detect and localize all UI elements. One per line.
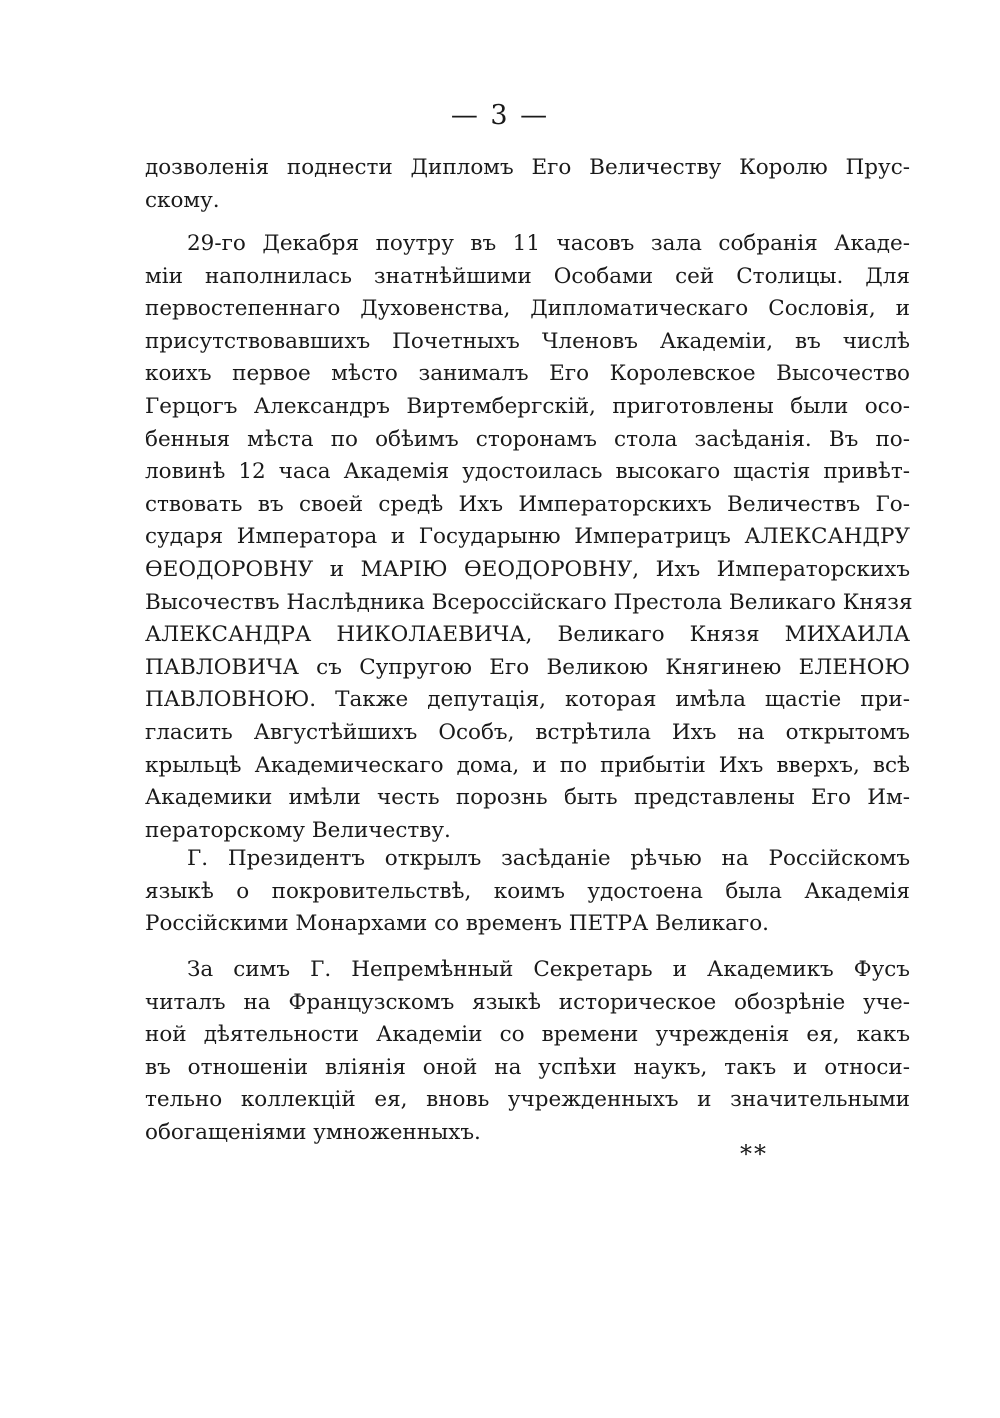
text-line: Высочествъ Наслѣдника Всероссійскаго Престола Великаго Князя bbox=[145, 589, 913, 615]
text-line: крыльцѣ Академическаго дома, и по прибытіи Ихъ вверхъ, всѣ bbox=[145, 752, 910, 778]
text-line: ПАВЛОВНОЮ. Также депутація, которая имѣла щастіе при- bbox=[145, 687, 910, 713]
paragraph-4 bbox=[145, 954, 910, 1150]
text-line: дозволенія поднести Дипломъ Его Величеству Королю Прус- bbox=[145, 155, 910, 180]
text-line: первостепеннаго Духовенства, Дипломатическаго Сословія, и bbox=[145, 296, 910, 322]
text-line: скому. bbox=[145, 187, 220, 213]
paragraph-1 bbox=[145, 152, 910, 217]
text-line: За симъ Г. Непремѣнный Секретарь и Академикъ Фусъ bbox=[187, 957, 910, 982]
text-line: ѲЕОДОРОВНУ и МАРІЮ ѲЕОДОРОВНУ, Ихъ Императорскихъ bbox=[145, 556, 910, 582]
text-line: сударя Императора и Государыню Императрицъ АЛЕКСАНДРУ bbox=[145, 524, 910, 550]
paragraph-3 bbox=[145, 843, 910, 941]
text-line: Россійскими Монархами со временъ ПЕТРА Великаго. bbox=[145, 911, 769, 937]
paragraph-2 bbox=[145, 228, 913, 847]
text-line: ПАВЛОВИЧА съ Супругою Его Великою Княгинею ЕЛЕНОЮ bbox=[145, 654, 910, 680]
text-line: тельно коллекцій ея, вновь учрежденныхъ и значительными bbox=[145, 1087, 910, 1113]
text-line: ловинѣ 12 часа Академія удостоилась высокаго щастія привѣт- bbox=[145, 459, 910, 485]
signature-mark: ** bbox=[740, 1140, 768, 1168]
text-line: ствовать въ своей средѣ Ихъ Императорскихъ Величествъ Го- bbox=[145, 491, 910, 517]
text-line: читалъ на Французскомъ языкѣ историческое обозрѣніе уче- bbox=[145, 989, 910, 1015]
text-line: гласить Августѣйшихъ Особъ, встрѣтила Ихъ на открытомъ bbox=[145, 719, 910, 745]
text-line: Герцогъ Александръ Виртембергскій, приготовлены были осо- bbox=[145, 393, 910, 419]
text-line: АЛЕКСАНДРА НИКОЛАЕВИЧА, Великаго Князя МИХАИЛА bbox=[145, 622, 910, 648]
text-line: бенныя мѣста по обѣимъ сторонамъ стола засѣданія. Въ по- bbox=[145, 426, 910, 452]
text-line: 29-го Декабря поутру въ 11 часовъ зала собранія Акаде- bbox=[187, 231, 910, 256]
text-line: ператорскому Величеству. bbox=[145, 817, 451, 843]
text-line: въ отношеніи вліянія оной на успѣхи наукъ, такъ и относи- bbox=[145, 1054, 910, 1080]
text-line: ной дѣятельности Академіи со времени учрежденія ея, какъ bbox=[145, 1022, 910, 1048]
text-line: міи наполнилась знатнѣйшими Особами сей Столицы. Для bbox=[145, 263, 910, 289]
text-line: языкѣ о покровительствѣ, коимъ удостоена была Академія bbox=[145, 878, 910, 904]
text-line: коихъ первое мѣсто занималъ Его Королевское Высочество bbox=[145, 361, 910, 387]
text-line: Г. Президентъ открылъ засѣданіе рѣчью на Россійскомъ bbox=[187, 846, 910, 871]
text-line: Академики имѣли честь порознь быть представлены Его Им- bbox=[145, 785, 910, 811]
text-line: обогащеніями умноженныхъ. bbox=[145, 1119, 481, 1145]
text-line: присутствовавшихъ Почетныхъ Членовъ Академіи, въ числѣ bbox=[145, 328, 910, 354]
page-number: — 3 — bbox=[450, 100, 550, 131]
